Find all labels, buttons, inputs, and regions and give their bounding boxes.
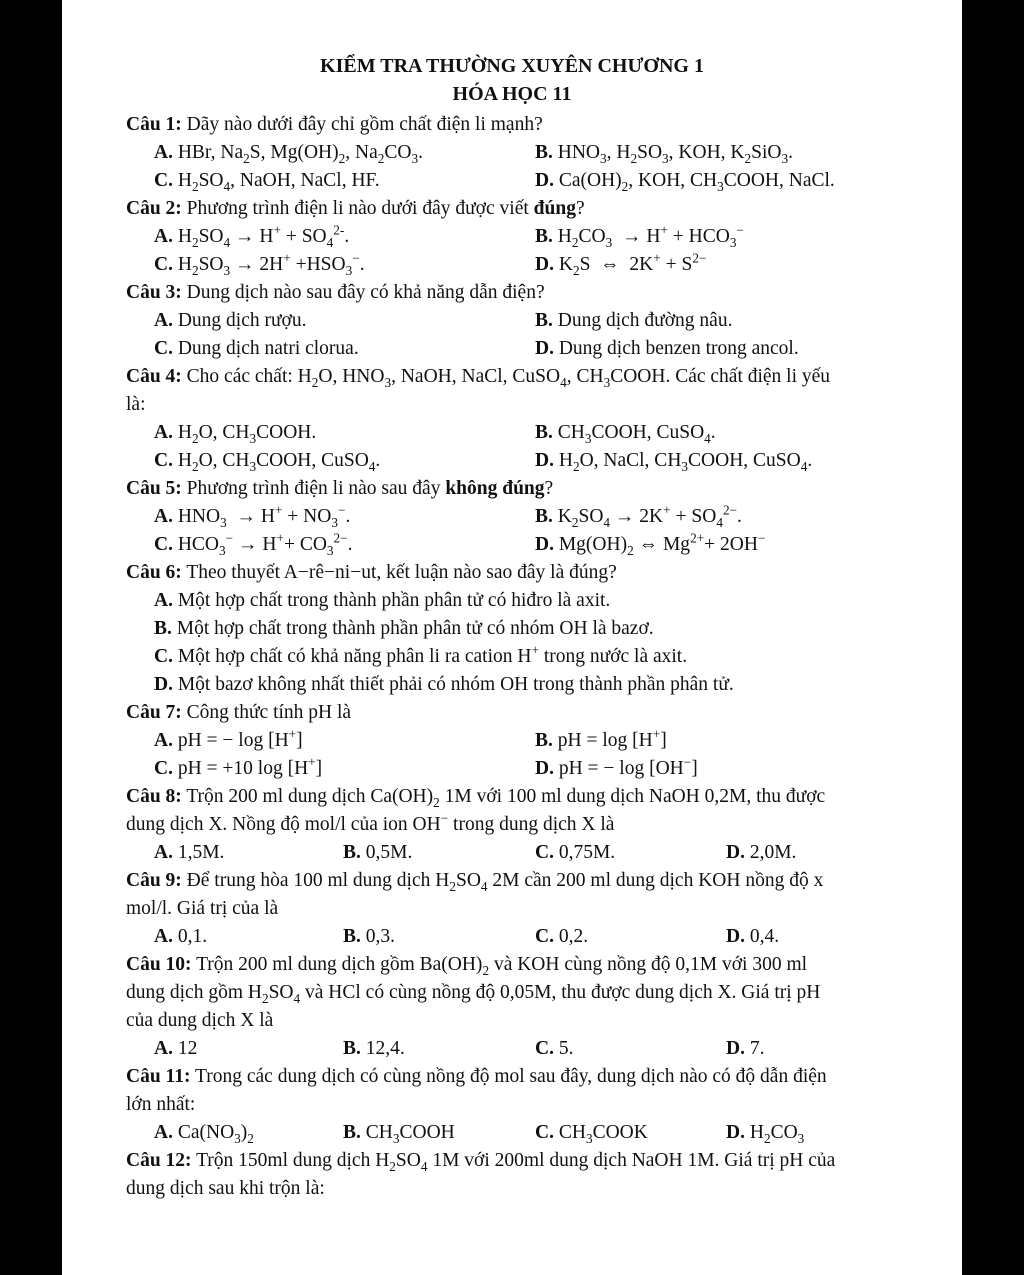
question-3-stem: Câu 3: Dung dịch nào sau đây có khả năng dẫn điện?	[126, 282, 545, 303]
question-3-option-c: C. Dung dịch natri clorua.	[154, 338, 359, 359]
question-12-stem-cont: dung dịch sau khi trộn là:	[126, 1178, 325, 1199]
question-4-option-b: B. $CH_3COOH$, CuSO$_4$.	[535, 422, 716, 446]
question-9-stem: Câu 9: Để trung hòa 100 ml dung dịch $H_2SO_4$ 2M cần 200 ml dung dịch KOH nồng độ x	[126, 870, 824, 894]
question-2-stem: Câu 2: Phương trình điện li nào dưới đây được viết đúng?	[126, 198, 585, 219]
question-1-option-c: C. $H_2SO_4$, NaOH, NaCl, HF.	[154, 170, 380, 194]
question-7-option-a: A. pH = − log [H+]	[154, 726, 303, 751]
question-1-option-a: A. HBr, $Na_2S$, $Mg(OH)_2$, $Na_2CO_3$.	[154, 142, 423, 166]
question-6-option-a: A. Một hợp chất trong thành phần phân tử có hiđro là axit.	[154, 590, 611, 611]
question-11-option-d: D. $H_2CO_3$	[726, 1122, 805, 1146]
question-2-option-b: B. $H_2CO_3 \to H^+ + HCO_3^-$	[535, 222, 744, 250]
question-5-stem: Câu 5: Phương trình điện li nào sau đây không đúng?	[126, 478, 554, 499]
question-3-option-b: B. Dung dịch đường nâu.	[535, 310, 733, 331]
question-6-option-b: B. Một hợp chất trong thành phần phân tử có nhóm OH là bazơ.	[154, 618, 654, 639]
question-2-option-c: C. $H_2SO_3 \to 2H^+ +HSO_3^-$.	[154, 250, 365, 278]
question-2-option-d: D. $K_2S$ ⇔ $2K^+ + S^{2-}$	[535, 250, 707, 278]
question-5-option-c: C. $HCO_3^- \to H^++ CO_3^{2-}$.	[154, 530, 353, 558]
question-3-option-a: A. Dung dịch rượu.	[154, 310, 307, 331]
question-11-stem-cont: lớn nhất:	[126, 1094, 196, 1115]
question-9-option-d: D. 0,4.	[726, 926, 780, 947]
question-4-option-c: C. $H_2O$, $CH_3COOH$, CuSO$_4$.	[154, 450, 381, 474]
question-6-option-c: C. Một hợp chất có khả năng phân li ra cation H+ trong nước là axit.	[154, 642, 688, 667]
question-2-option-a: A. $H_2SO_4 \to H^+ + SO_4^{2-}$.	[154, 222, 350, 250]
question-1-option-b: B. $HNO_3$, $H_2SO_3$, KOH, $K_2SiO_3$.	[535, 142, 793, 166]
question-10-stem: Câu 10: Trộn 200 ml dung dịch gồm $Ba(OH)_2$ và KOH cùng nồng độ 0,1M với 300 ml	[126, 954, 808, 978]
question-4-stem: Câu 4: Cho các chất: $H_2O$, $HNO_3$, NaOH, NaCl, CuSO$_4$, $CH_3COOH$. Các chất điện li yếu	[126, 366, 831, 390]
question-8-option-a: A. 1,5M.	[154, 842, 225, 863]
question-9-option-c: C. 0,2.	[535, 926, 589, 947]
question-11-option-a: A. $Ca(NO_3)_2$	[154, 1122, 254, 1146]
question-11-stem: Câu 11: Trong các dung dịch có cùng nồng độ mol sau đây, dung dịch nào có độ dẫn điện	[126, 1066, 827, 1087]
subject-title: HÓA HỌC 11	[452, 83, 572, 105]
question-7-option-c: C. pH = +10 log [H+]	[154, 754, 323, 779]
question-3-option-d: D. Dung dịch benzen trong ancol.	[535, 338, 799, 359]
question-8-stem: Câu 8: Trộn 200 ml dung dịch $Ca(OH)_2$ 1M với 100 ml dung dịch NaOH 0,2M, thu được	[126, 786, 826, 810]
question-7-option-b: B. pH = log [H+]	[535, 726, 667, 751]
question-10-option-c: C. 5.	[535, 1038, 574, 1059]
question-1-option-d: D. $Ca(OH)_2$, KOH, $CH_3COOH$, NaCl.	[535, 170, 835, 194]
question-8-option-b: B. 0,5M.	[343, 842, 413, 863]
question-5-option-a: A. $HNO_3 \to H^+ + NO_3^-$.	[154, 502, 351, 530]
question-4-stem-cont: là:	[126, 394, 146, 415]
question-8-option-c: C. 0,75M.	[535, 842, 616, 863]
question-10-option-d: D. 7.	[726, 1038, 765, 1059]
question-8-stem-cont: dung dịch X. Nồng độ mol/l của ion OH− trong dung dịch X là	[126, 810, 615, 835]
question-9-stem-cont: mol/l. Giá trị của là	[126, 898, 279, 919]
question-5-option-d: D. $Mg(OH)_2$ ⇔ $Mg^{2+}+ 2OH^-$	[535, 530, 766, 558]
question-4-option-d: D. $H_2O$, NaCl, $CH_3COOH$, CuSO$_4$.	[535, 450, 813, 474]
question-1-stem: Câu 1: Dãy nào dưới đây chỉ gồm chất điện li mạnh?	[126, 114, 543, 135]
question-8-option-d: D. 2,0M.	[726, 842, 797, 863]
question-5-option-b: B. $K_2SO_4 \to 2K^+ + SO_4^{2-}$.	[535, 502, 742, 530]
question-12-stem: Câu 12: Trộn 150ml dung dịch $H_2SO_4$ 1M với 200ml dung dịch NaOH 1M. Giá trị pH của	[126, 1150, 836, 1174]
exam-title: KIỂM TRA THƯỜNG XUYÊN CHƯƠNG 1	[320, 55, 704, 77]
exam-page	[62, 0, 962, 1275]
question-10-option-a: A. 12	[154, 1038, 198, 1059]
question-4-option-a: A. $H_2O$, $CH_3COOH$.	[154, 422, 317, 446]
question-7-option-d: D. pH = − log [OH−]	[535, 754, 698, 779]
question-11-option-c: C. $CH_3COOK$	[535, 1122, 648, 1146]
question-6-option-d: D. Một bazơ không nhất thiết phải có nhóm OH trong thành phần phân tử.	[154, 674, 734, 695]
question-7-stem: Câu 7: Công thức tính pH là	[126, 702, 352, 723]
question-10-option-b: B. 12,4.	[343, 1038, 405, 1059]
question-6-stem: Câu 6: Theo thuyết A−rê−ni−ut, kết luận nào sao đây là đúng?	[126, 562, 617, 583]
question-10-stem-cont: dung dịch gồm $H_2SO_4$ và HCl có cùng nồng độ 0,05M, thu được dung dịch X. Giá trị pH	[126, 982, 821, 1006]
question-11-option-b: B. $CH_3COOH$	[343, 1122, 455, 1146]
question-9-option-b: B. 0,3.	[343, 926, 396, 947]
question-10-stem-cont2: của dung dịch X là	[126, 1010, 274, 1031]
question-9-option-a: A. 0,1.	[154, 926, 208, 947]
